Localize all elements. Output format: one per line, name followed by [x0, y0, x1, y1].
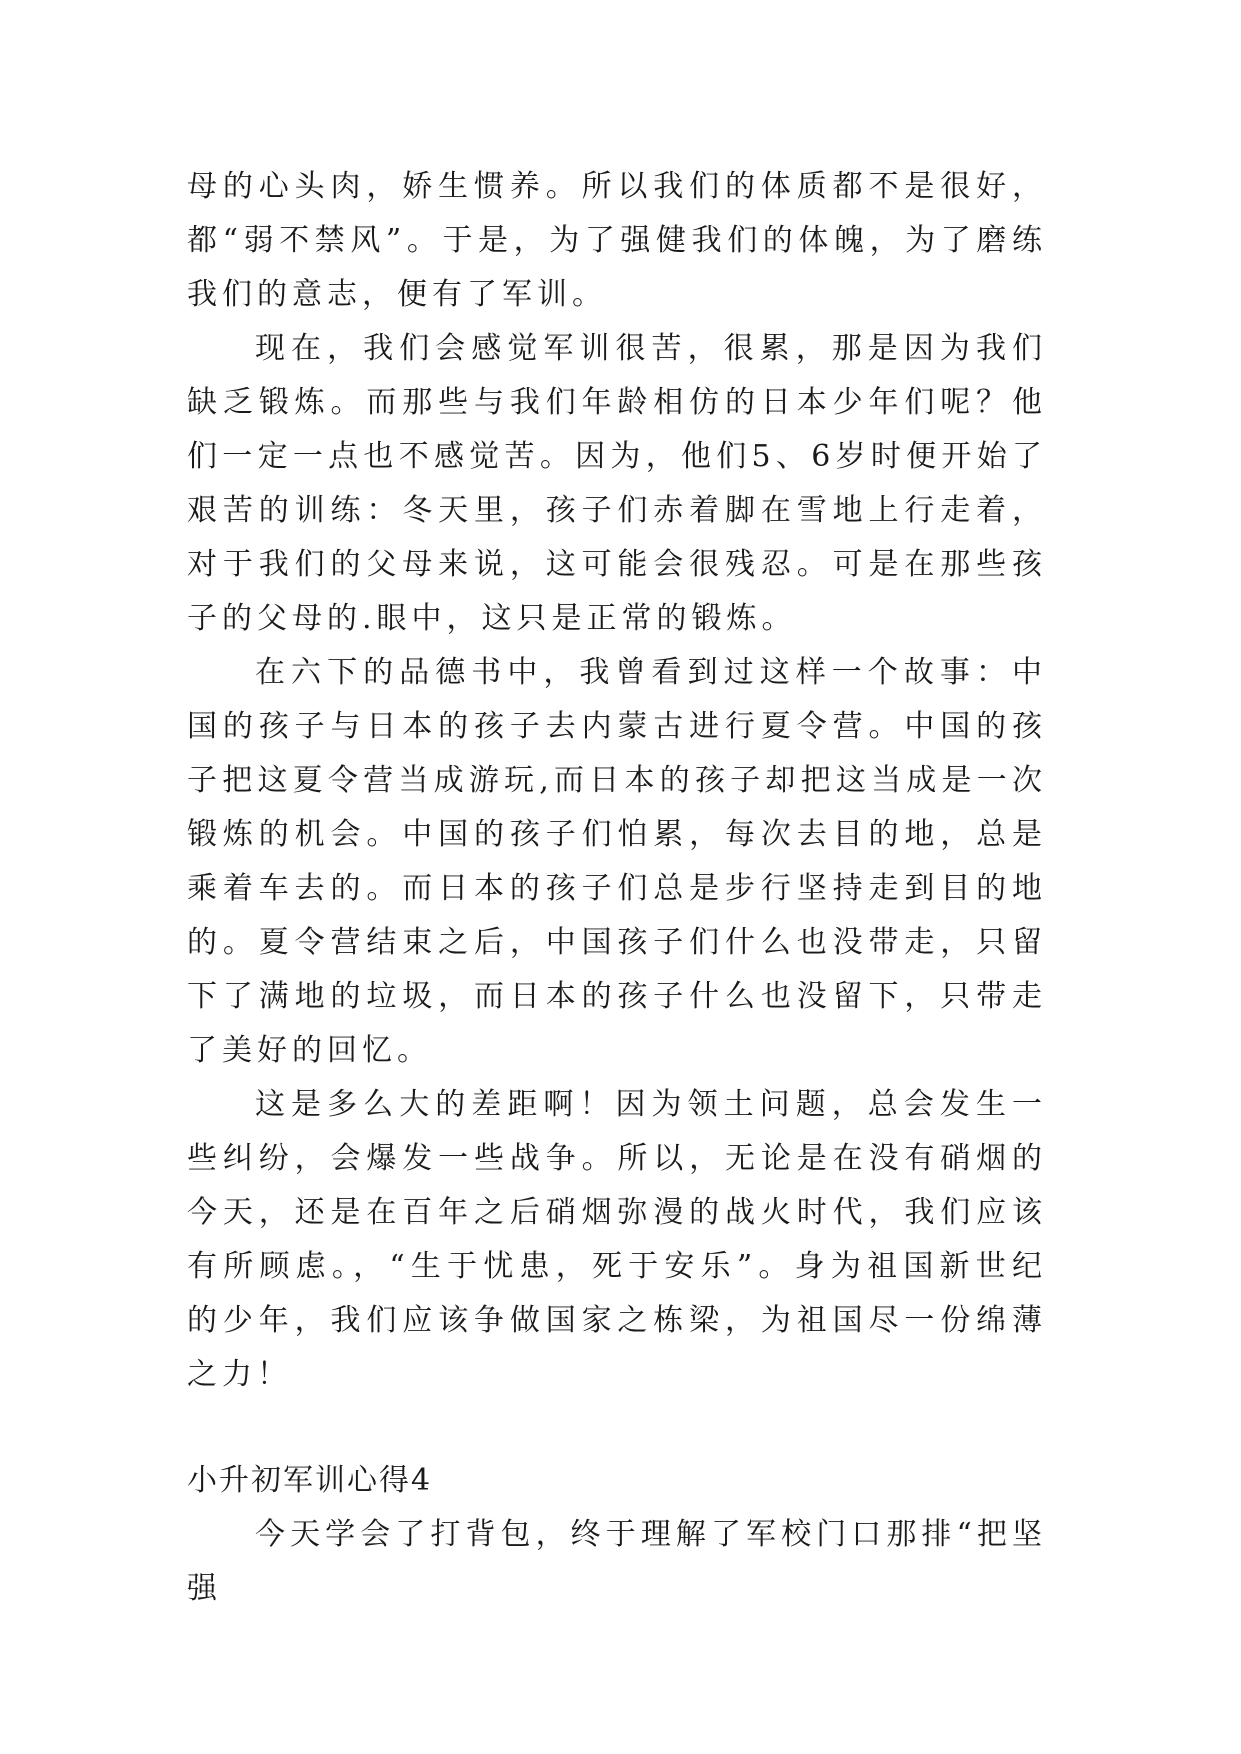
document-body	[187, 160, 1047, 1616]
paragraph: 今天学会了打背包，终于理解了军校门口那排“把坚强	[187, 1517, 1047, 1606]
paragraph: 现在，我们会感觉军训很苦，很累，那是因为我们缺乏锻炼。而那些与我们年龄相仿的日本少年们呢？他们一定一点也不感觉苦。因为，他们5、6岁时便开始了艰苦的训练：冬天里，孩子们赤着脚在雪地上行走着，对于我们的父母来说，这可能会很残忍。可是在那些孩子的父母的.眼中，这只是正常的锻炼。	[187, 331, 1047, 636]
paragraph: 母的心头肉，娇生惯养。所以我们的体质都不是很好，都“弱不禁风”。于是，为了强健我们的体魄，为了磨练我们的意志，便有了军训。	[187, 169, 1047, 312]
section-heading: 小升初军训心得4	[187, 1463, 433, 1498]
paragraph: 这是多么大的差距啊！因为领土问题，总会发生一些纠纷，会爆发一些战争。所以，无论是在没有硝烟的今天，还是在百年之后硝烟弥漫的战火时代，我们应该有所顾虑。，“生于忧患，死于安乐”。身为祖国新世纪的少年，我们应该争做国家之栋梁，为祖国尽一份绵薄之力！	[187, 1087, 1047, 1392]
paragraph: 在六下的品德书中，我曾看到过这样一个故事：中国的孩子与日本的孩子去内蒙古进行夏令营。中国的孩子把这夏令营当成游玩,而日本的孩子却把这当成是一次锻炼的机会。中国的孩子们怕累，每次去目的地，总是乘着车去的。而日本的孩子们总是步行坚持走到目的地的。夏令营结束之后，中国孩子们什么也没带走，只留下了满地的垃圾，而日本的孩子什么也没留下，只带走了美好的回忆。	[187, 655, 1047, 1068]
